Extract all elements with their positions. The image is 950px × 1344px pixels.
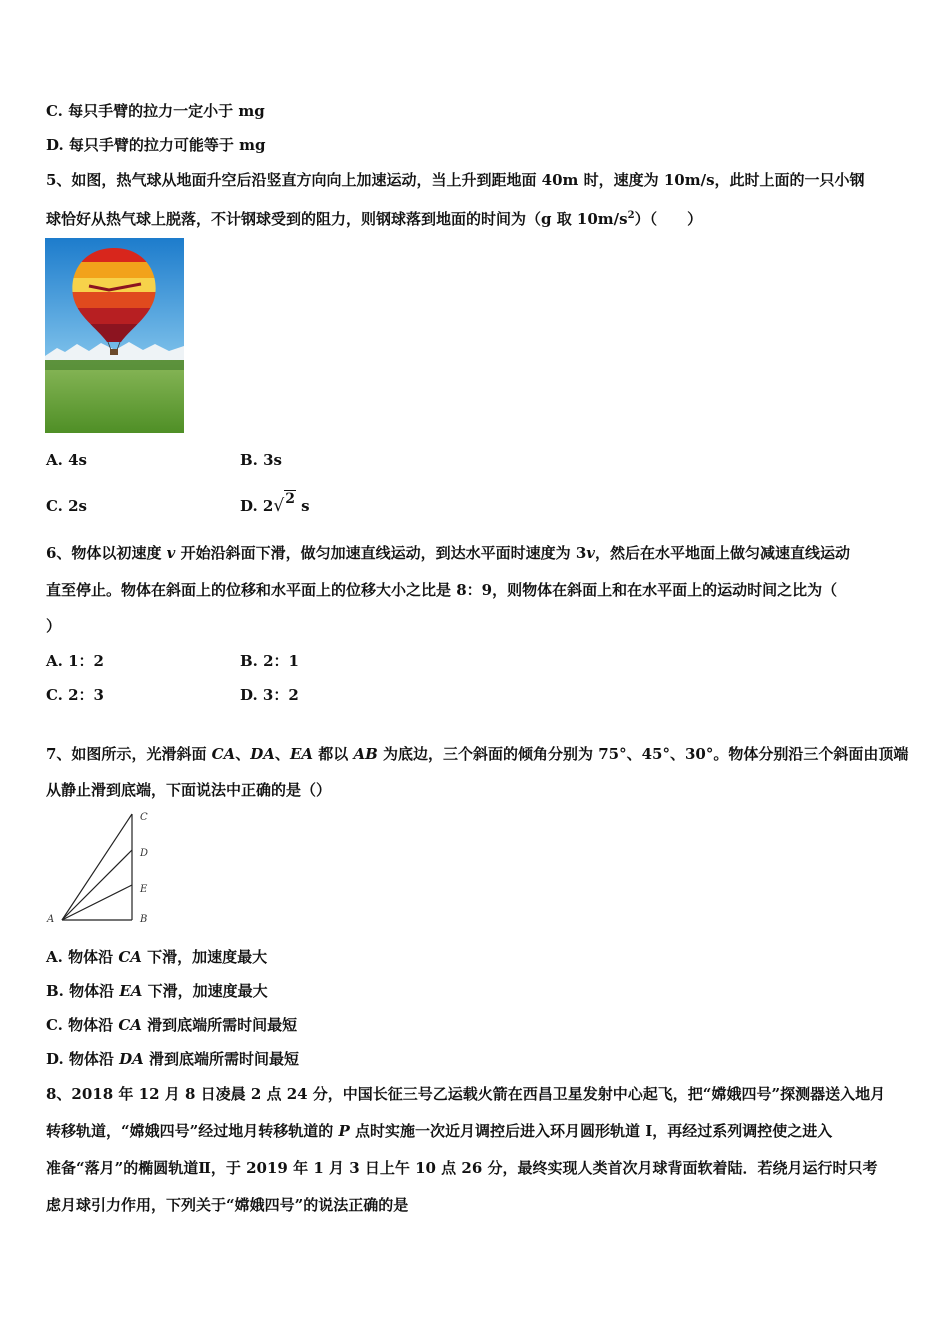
q7-option-a: A. 物体沿 CA 下滑，加速度最大 [46, 948, 268, 966]
q5-option-a: A. 4s [46, 451, 87, 469]
q5-stem-line1: 5、如图，热气球从地面升空后沿竖直方向向上加速运动，当上升到距地面 40m 时，速度为 10m/s，此时上面的一只小钢 [46, 171, 865, 189]
q8-stem-line4: 虑月球引力作用，下列关于“嫦娥四号”的说法正确的是 [46, 1196, 409, 1214]
q8-stem-line2: 转移轨道，“嫦娥四号”经过地月转移轨道的 P 点时实施一次近月调控后进入环月圆形轨道 I，再经过系列调控使之进入 [46, 1122, 833, 1140]
q8-stem-line1: 8、2018 年 12 月 8 日凌晨 2 点 24 分，中国长征三号乙运载火箭在西昌卫星发射中心起飞，把“嫦娥四号”探测器送入地月 [46, 1085, 886, 1103]
q8-stem-line3: 准备“落月”的椭圆轨道Ⅱ，于 2019 年 1 月 3 日上午 10 点 26 分，最终实现人类首次月球背面软着陆．若绕月运行时只考 [46, 1159, 878, 1177]
label-c: C [140, 812, 148, 823]
q7-stem-line1: 7、如图所示，光滑斜面 CA、DA、EA 都以 AB 为底边，三个斜面的倾角分别为 75°、45°、30°。物体分别沿三个斜面由顶端 [46, 745, 909, 763]
q7-stem-line2: 从静止滑到底端，下面说法中正确的是（） [46, 781, 332, 799]
label-b: B [140, 914, 148, 925]
q6-option-b: B. 2：1 [240, 652, 299, 670]
q6-stem-line3: ） [46, 617, 62, 635]
q7-option-d: D. 物体沿 DA 滑到底端所需时间最短 [46, 1050, 300, 1068]
q4-option-d: D. 每只手臂的拉力可能等于 mg [46, 136, 266, 154]
q4-option-c: C. 每只手臂的拉力一定小于 mg [46, 102, 265, 120]
q6-stem-line2: 直至停止。物体在斜面上的位移和水平面上的位移大小之比是 8：9，则物体在斜面上和在水平面上的运动时间之比为（ [46, 581, 838, 599]
q7-option-b: B. 物体沿 EA 下滑，加速度最大 [46, 982, 268, 1000]
q5-option-d: D. 2√2 s [240, 491, 310, 516]
label-e: E [140, 884, 148, 895]
incline-diagram [44, 808, 159, 928]
q7-option-c: C. 物体沿 CA 滑到底端所需时间最短 [46, 1016, 298, 1034]
sqrt-symbol: √2 [273, 491, 295, 516]
label-a: A [47, 914, 55, 925]
q5-option-b: B. 3s [240, 451, 283, 469]
q6-option-d: D. 3：2 [240, 686, 299, 704]
incline-ca [62, 814, 132, 920]
q5-option-c: C. 2s [46, 497, 88, 515]
incline-ea [62, 885, 132, 920]
q6-option-a: A. 1：2 [46, 652, 104, 670]
q5-stem-line2: 球恰好从热气球上脱落，不计钢球受到的阻力，则钢球落到地面的时间为（g 取 $10m/s^2$）（ ） [46, 210, 703, 228]
q6-option-c: C. 2：3 [46, 686, 104, 704]
label-d: D [140, 848, 149, 859]
hot-air-balloon-photo [45, 238, 184, 433]
incline-da [62, 850, 132, 920]
q6-stem-line1: 6、物体以初速度 v 开始沿斜面下滑，做匀加速直线运动，到达水平面时速度为 3v，然后在水平地面上做匀减速直线运动 [46, 544, 851, 562]
